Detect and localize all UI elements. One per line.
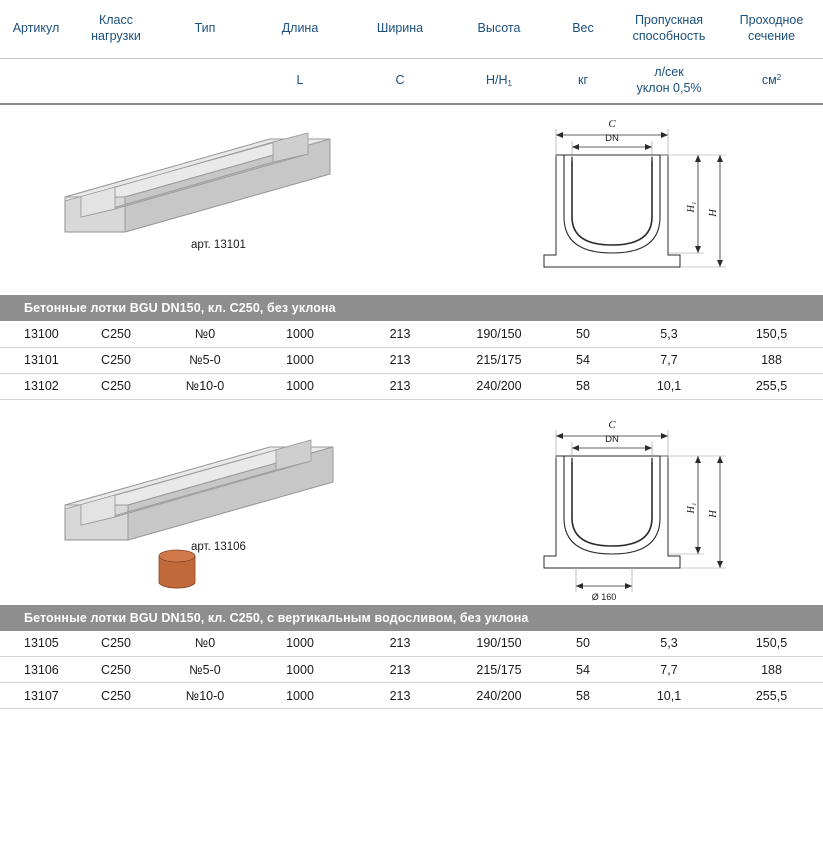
xsec2-label-dn: DN <box>605 433 619 445</box>
header-type: Тип <box>194 21 216 36</box>
unit-weight: кг <box>577 73 589 88</box>
cell-type: №5-0 <box>160 657 250 683</box>
header-capacity-line2: способность <box>632 29 706 43</box>
unit-capacity <box>618 59 720 103</box>
table-row[interactable] <box>0 683 823 709</box>
table-row[interactable] <box>0 321 823 347</box>
cell-height: 190/150 <box>450 321 548 347</box>
cell-load-class: C250 <box>72 657 160 683</box>
cell-type: №10-0 <box>160 373 250 399</box>
unit-article <box>0 59 72 103</box>
figure-caption-13106: арт. 13106 <box>191 540 246 553</box>
cell-height: 215/175 <box>450 347 548 373</box>
xsec1-label-c: C <box>608 118 616 130</box>
cell-article: 13100 <box>0 321 72 347</box>
unit-section-sup: 2 <box>776 73 782 83</box>
cell-type: №0 <box>160 321 250 347</box>
table-row[interactable] <box>0 631 823 657</box>
figure-caption-13101: арт. 13101 <box>191 239 246 251</box>
header-capacity-line1: Пропускная <box>634 13 704 28</box>
cell-width: 213 <box>350 321 450 347</box>
cell-weight: 54 <box>548 347 618 373</box>
cell-section: 255,5 <box>720 683 823 709</box>
spec-table-1 <box>0 321 823 400</box>
cell-load-class: C250 <box>72 347 160 373</box>
section-title-band-2: Бетонные лотки BGU DN150, кл. C250, с вертикальным водосливом, без уклона <box>0 605 823 631</box>
xsec1-label-h: H <box>708 209 719 217</box>
table-row[interactable] <box>0 657 823 683</box>
cell-type: №10-0 <box>160 683 250 709</box>
figure-row-1 <box>0 105 823 295</box>
cell-width: 213 <box>350 373 450 399</box>
cell-capacity: 7,7 <box>618 657 720 683</box>
cross-section-drawing-2 <box>520 406 780 602</box>
cross-section-drawing-1 <box>520 105 780 295</box>
xsec2-label-c: C <box>608 418 616 431</box>
header-height: Высота <box>477 21 521 36</box>
unit-capacity-line2: уклон 0,5% <box>636 81 702 95</box>
unit-height-main: H/H <box>486 73 508 87</box>
cell-section: 150,5 <box>720 321 823 347</box>
cell-width: 213 <box>350 657 450 683</box>
cell-weight: 58 <box>548 373 618 399</box>
section-title-band-1: Бетонные лотки BGU DN150, кл. C250, без уклона <box>0 295 823 321</box>
cell-height: 215/175 <box>450 657 548 683</box>
header-row-titles <box>0 0 823 58</box>
specification-header <box>0 0 823 105</box>
cell-height: 240/200 <box>450 683 548 709</box>
cell-length: 1000 <box>250 657 350 683</box>
header-load-class <box>72 0 160 58</box>
cell-article: 13105 <box>0 631 72 657</box>
xsec2-label-h1: H₁ <box>686 502 697 513</box>
cell-length: 1000 <box>250 347 350 373</box>
cell-load-class: C250 <box>72 683 160 709</box>
cell-article: 13106 <box>0 657 72 683</box>
header-section-line1: Проходное <box>739 13 804 28</box>
cell-length: 1000 <box>250 683 350 709</box>
header-weight: Вес <box>572 21 594 36</box>
isometric-channel-13101 <box>55 117 345 277</box>
cell-article: 13101 <box>0 347 72 373</box>
cell-type: №5-0 <box>160 347 250 373</box>
table-row[interactable] <box>0 373 823 399</box>
unit-type <box>160 59 250 103</box>
header-width: Ширина <box>376 21 424 36</box>
unit-capacity-line1: л/сек <box>654 65 684 80</box>
header-length: Длина <box>281 21 319 36</box>
figure-row-2 <box>0 400 823 605</box>
cell-weight: 54 <box>548 657 618 683</box>
cell-width: 213 <box>350 683 450 709</box>
cell-height: 240/200 <box>450 373 548 399</box>
cell-section: 255,5 <box>720 373 823 399</box>
cell-article: 13102 <box>0 373 72 399</box>
cell-section: 188 <box>720 657 823 683</box>
unit-length: L <box>296 73 304 88</box>
unit-section-main: см <box>761 73 777 88</box>
table-row[interactable] <box>0 347 823 373</box>
cell-length: 1000 <box>250 373 350 399</box>
cell-capacity: 10,1 <box>618 373 720 399</box>
cell-load-class: C250 <box>72 373 160 399</box>
header-section-line2: сечение <box>747 29 796 43</box>
cell-capacity: 5,3 <box>618 631 720 657</box>
unit-section <box>720 59 823 103</box>
header-load-class-line1: Класс <box>98 13 134 28</box>
cell-length: 1000 <box>250 631 350 657</box>
cell-width: 213 <box>350 631 450 657</box>
xsec1-label-h1: H₁ <box>686 201 697 213</box>
cell-length: 1000 <box>250 321 350 347</box>
header-section <box>720 0 823 58</box>
cell-width: 213 <box>350 347 450 373</box>
cell-load-class: C250 <box>72 321 160 347</box>
xsec2-label-outlet-diameter: Ø 160 <box>591 591 617 602</box>
cell-type: №0 <box>160 631 250 657</box>
unit-load-class <box>72 59 160 103</box>
spec-table-2 <box>0 631 823 710</box>
header-row-units <box>0 59 823 103</box>
cell-capacity: 10,1 <box>618 683 720 709</box>
xsec1-label-dn: DN <box>605 133 619 144</box>
cell-load-class: C250 <box>72 631 160 657</box>
cell-weight: 50 <box>548 631 618 657</box>
header-load-class-line2: нагрузки <box>91 29 141 43</box>
cell-article: 13107 <box>0 683 72 709</box>
xsec2-label-h: H <box>708 509 719 518</box>
isometric-channel-13106 <box>55 422 355 592</box>
cell-section: 188 <box>720 347 823 373</box>
header-capacity <box>618 0 720 58</box>
cell-weight: 58 <box>548 683 618 709</box>
cell-section: 150,5 <box>720 631 823 657</box>
cell-weight: 50 <box>548 321 618 347</box>
cell-capacity: 5,3 <box>618 321 720 347</box>
cell-height: 190/150 <box>450 631 548 657</box>
unit-width: C <box>395 73 405 88</box>
cell-capacity: 7,7 <box>618 347 720 373</box>
header-article: Артикул <box>12 21 60 36</box>
unit-height <box>450 59 548 103</box>
unit-height-sub: 1 <box>507 79 512 88</box>
